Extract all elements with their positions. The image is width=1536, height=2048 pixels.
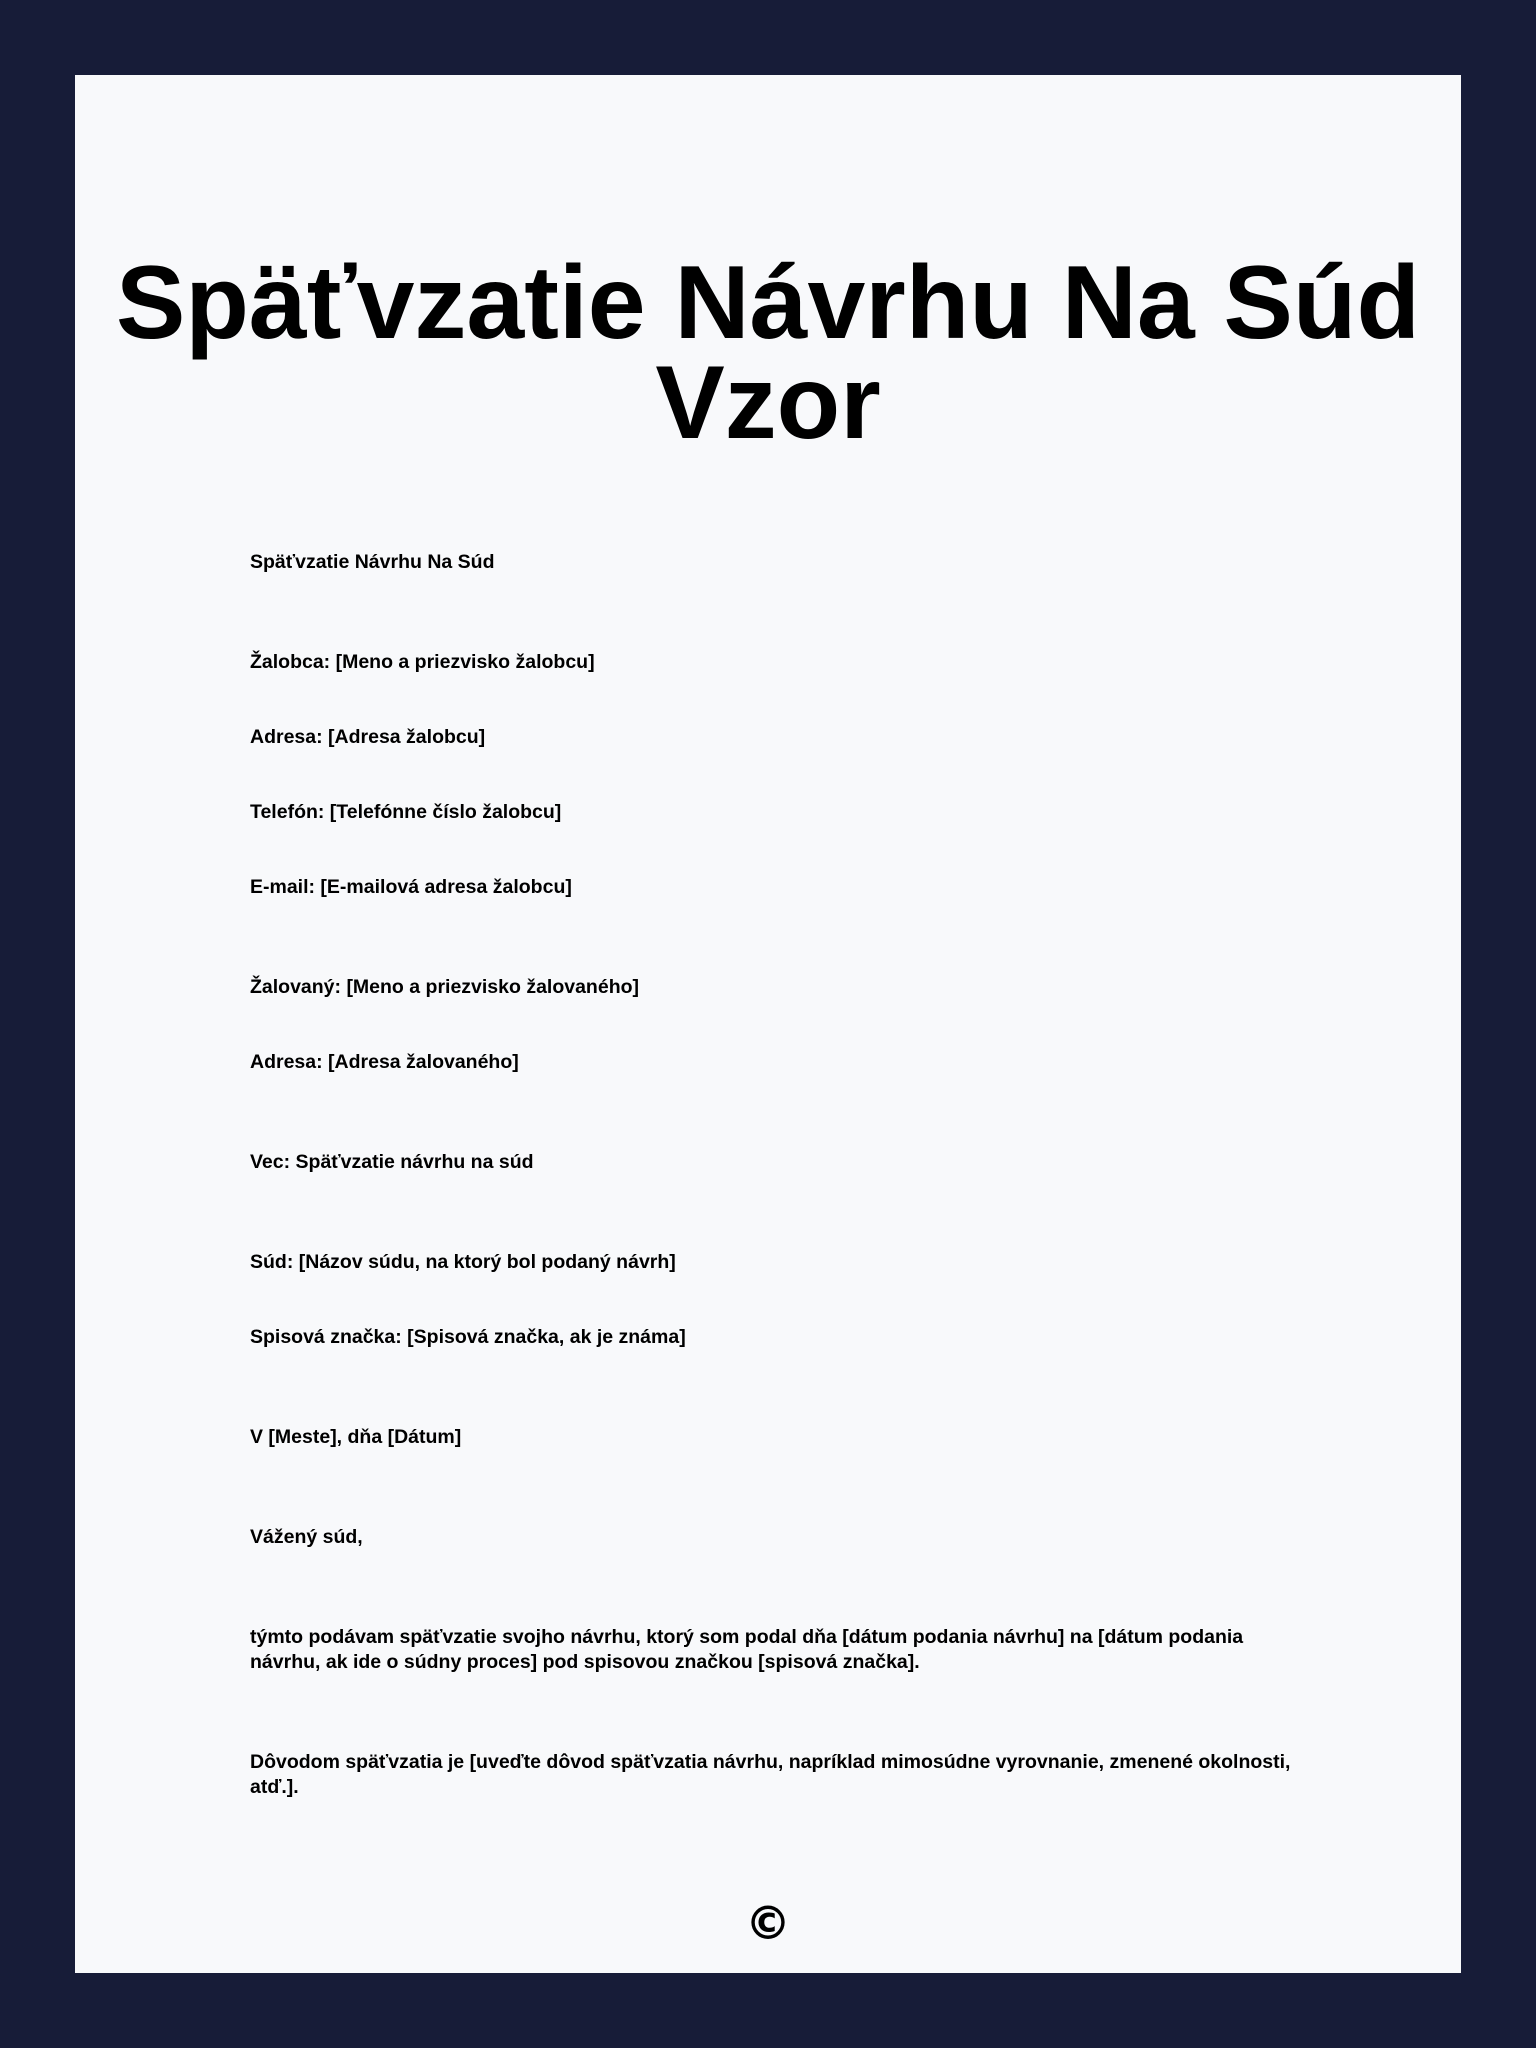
court-line: Súd: [Názov súdu, na ktorý bol podaný návrh] [250,1251,676,1273]
document-heading: Späťvzatie Návrhu Na Súd [250,551,495,573]
body-paragraph-2: Dôvodom späťvzatia je [uveďte dôvod späťvzatia návrhu, napríklad mimosúdne vyrovnanie, zmenené okolnosti, atď.]. [250,1751,1291,1798]
plaintiff-address: Adresa: [Adresa žalobcu] [250,726,486,748]
subject-line: Vec: Späťvzatie návrhu na súd [250,1151,534,1173]
document-title [75,245,1461,461]
plaintiff-email: E-mail: [E-mailová adresa žalobcu] [250,876,572,898]
defendant-name: Žalovaný: [Meno a priezvisko žalovaného] [250,976,640,998]
file-number-line: Spisová značka: [Spisová značka, ak je známa] [250,1326,686,1348]
salutation: Vážený súd, [250,1526,363,1548]
plaintiff-phone: Telefón: [Telefónne číslo žalobcu] [250,801,562,823]
body-paragraph-1: týmto podávam späťvzatie svojho návrhu, ktorý som podal dňa [dátum podania návrhu] na [dátum podania návrhu, ak ide o súdny proces] pod spisovou značkou [spisová značka]. [250,1626,1244,1673]
copyright-icon: © [745,1896,791,1950]
plaintiff-name: Žalobca: [Meno a priezvisko žalobcu] [250,651,595,673]
defendant-address: Adresa: [Adresa žalovaného] [250,1051,519,1073]
document-page [75,75,1461,1973]
place-date-line: V [Meste], dňa [Dátum] [250,1426,462,1448]
document-title-line-1: Späťvzatie Návrhu Na Súd [116,245,1420,361]
document-title-line-2: Vzor [655,345,881,461]
